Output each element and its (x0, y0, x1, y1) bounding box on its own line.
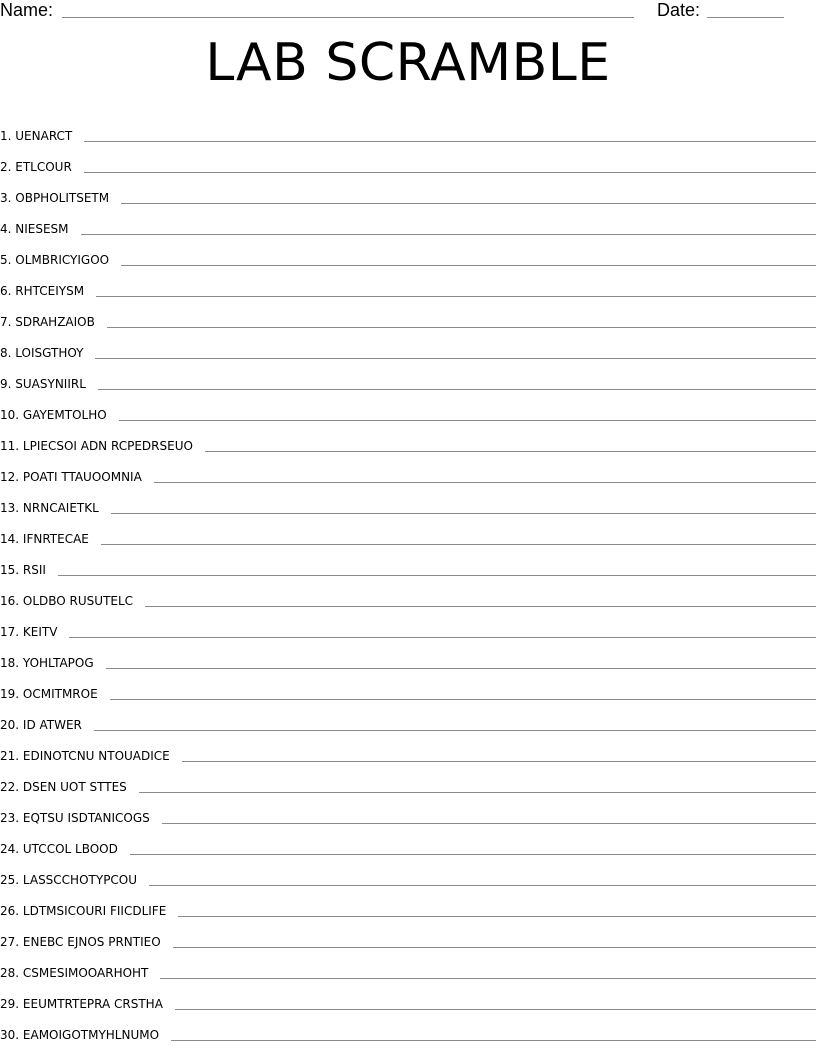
list-item (0, 516, 816, 547)
scrambled-word: 12. POATI TTAUOOMNIA (0, 470, 142, 484)
scrambled-word: 20. ID ATWER (0, 718, 82, 732)
scrambled-word: 18. YOHLTAPOG (0, 656, 94, 670)
list-item (0, 826, 816, 857)
list-item (0, 299, 816, 330)
scrambled-word: 28. CSMESIMOOARHOHT (0, 966, 149, 980)
answer-line[interactable] (119, 419, 816, 421)
list-item (0, 144, 816, 175)
scrambled-word: 1. UENARCT (0, 129, 73, 143)
scrambled-word: 3. OBPHOLITSETM (0, 191, 110, 205)
answer-line[interactable] (139, 791, 816, 793)
worksheet-header (0, 0, 816, 24)
answer-line[interactable] (106, 667, 816, 669)
scrambled-word: 27. ENEBC EJNOS PRNTIEO (0, 935, 161, 949)
list-item (0, 547, 816, 578)
answer-line[interactable] (121, 202, 816, 204)
list-item (0, 981, 816, 1012)
list-item (0, 764, 816, 795)
answer-line[interactable] (98, 388, 816, 390)
answer-line[interactable] (101, 543, 816, 545)
list-item (0, 888, 816, 919)
answer-line[interactable] (84, 171, 816, 173)
list-item (0, 857, 816, 888)
scrambled-word: 5. OLMBRICYIGOO (0, 253, 110, 267)
answer-line[interactable] (162, 822, 816, 824)
list-item (0, 113, 816, 144)
scrambled-word: 15. RSII (0, 563, 46, 577)
list-item (0, 795, 816, 826)
list-item (0, 423, 816, 454)
scrambled-word: 2. ETLCOUR (0, 160, 72, 174)
answer-line[interactable] (160, 977, 816, 979)
answer-line[interactable] (84, 140, 816, 142)
answer-line[interactable] (182, 760, 816, 762)
scramble-list (0, 113, 816, 1043)
list-item (0, 702, 816, 733)
list-item (0, 640, 816, 671)
list-item (0, 392, 816, 423)
list-item (0, 361, 816, 392)
list-item (0, 950, 816, 981)
answer-line[interactable] (121, 264, 816, 266)
scrambled-word: 23. EQTSU ISDTANICOGS (0, 811, 150, 825)
answer-line[interactable] (178, 915, 816, 917)
answer-line[interactable] (145, 605, 816, 607)
answer-line[interactable] (111, 512, 816, 514)
scrambled-word: 29. EEUMTRTEPRA CRSTHA (0, 997, 163, 1011)
list-item (0, 919, 816, 950)
list-item (0, 206, 816, 237)
list-item (0, 175, 816, 206)
list-item (0, 485, 816, 516)
scrambled-word: 25. LASSCCHOTYPCOU (0, 873, 138, 887)
list-item (0, 237, 816, 268)
list-item (0, 1012, 816, 1043)
scrambled-word: 16. OLDBO RUSUTELC (0, 594, 134, 608)
list-item (0, 671, 816, 702)
answer-line[interactable] (205, 450, 816, 452)
scrambled-word: 14. IFNRTECAE (0, 532, 89, 546)
scrambled-word: 11. LPIECSOI ADN RCPEDRSEUO (0, 439, 193, 453)
answer-line[interactable] (94, 729, 816, 731)
scrambled-word: 9. SUASYNIIRL (0, 377, 86, 391)
scrambled-word: 10. GAYEMTOLHO (0, 408, 107, 422)
scrambled-word: 6. RHTCEIYSM (0, 284, 85, 298)
answer-line[interactable] (154, 481, 816, 483)
name-label: Name: (0, 0, 54, 20)
scrambled-word: 4. NIESESM (0, 222, 69, 236)
scrambled-word: 24. UTCCOL LBOOD (0, 842, 118, 856)
scrambled-word: 21. EDINOTCNU NTOUADICE (0, 749, 170, 763)
scrambled-word: 8. LOISGTHOY (0, 346, 84, 360)
answer-line[interactable] (173, 946, 816, 948)
answer-line[interactable] (130, 853, 816, 855)
name-answer-line[interactable] (62, 17, 634, 18)
answer-line[interactable] (96, 295, 816, 297)
list-item (0, 609, 816, 640)
scrambled-word: 7. SDRAHZAIOB (0, 315, 95, 329)
scrambled-word: 17. KEITV (0, 625, 58, 639)
scrambled-word: 30. EAMOIGOTMYHLNUMO (0, 1028, 160, 1042)
answer-line[interactable] (58, 574, 816, 576)
answer-line[interactable] (107, 326, 816, 328)
page-title: LAB SCRAMBLE (205, 33, 611, 93)
scrambled-word: 13. NRNCAIETKL (0, 501, 99, 515)
answer-line[interactable] (81, 233, 816, 235)
answer-line[interactable] (95, 357, 816, 359)
list-item (0, 578, 816, 609)
answer-line[interactable] (175, 1008, 816, 1010)
scrambled-word: 26. LDTMSICOURI FIICDLIFE (0, 904, 167, 918)
answer-line[interactable] (171, 1039, 816, 1041)
list-item (0, 330, 816, 361)
answer-line[interactable] (110, 698, 816, 700)
date-answer-line[interactable] (707, 17, 784, 18)
answer-line[interactable] (149, 884, 816, 886)
answer-line[interactable] (69, 636, 816, 638)
list-item (0, 268, 816, 299)
date-label: Date: (657, 0, 701, 20)
list-item (0, 454, 816, 485)
list-item (0, 733, 816, 764)
scrambled-word: 19. OCMITMROE (0, 687, 98, 701)
scrambled-word: 22. DSEN UOT STTES (0, 780, 127, 794)
